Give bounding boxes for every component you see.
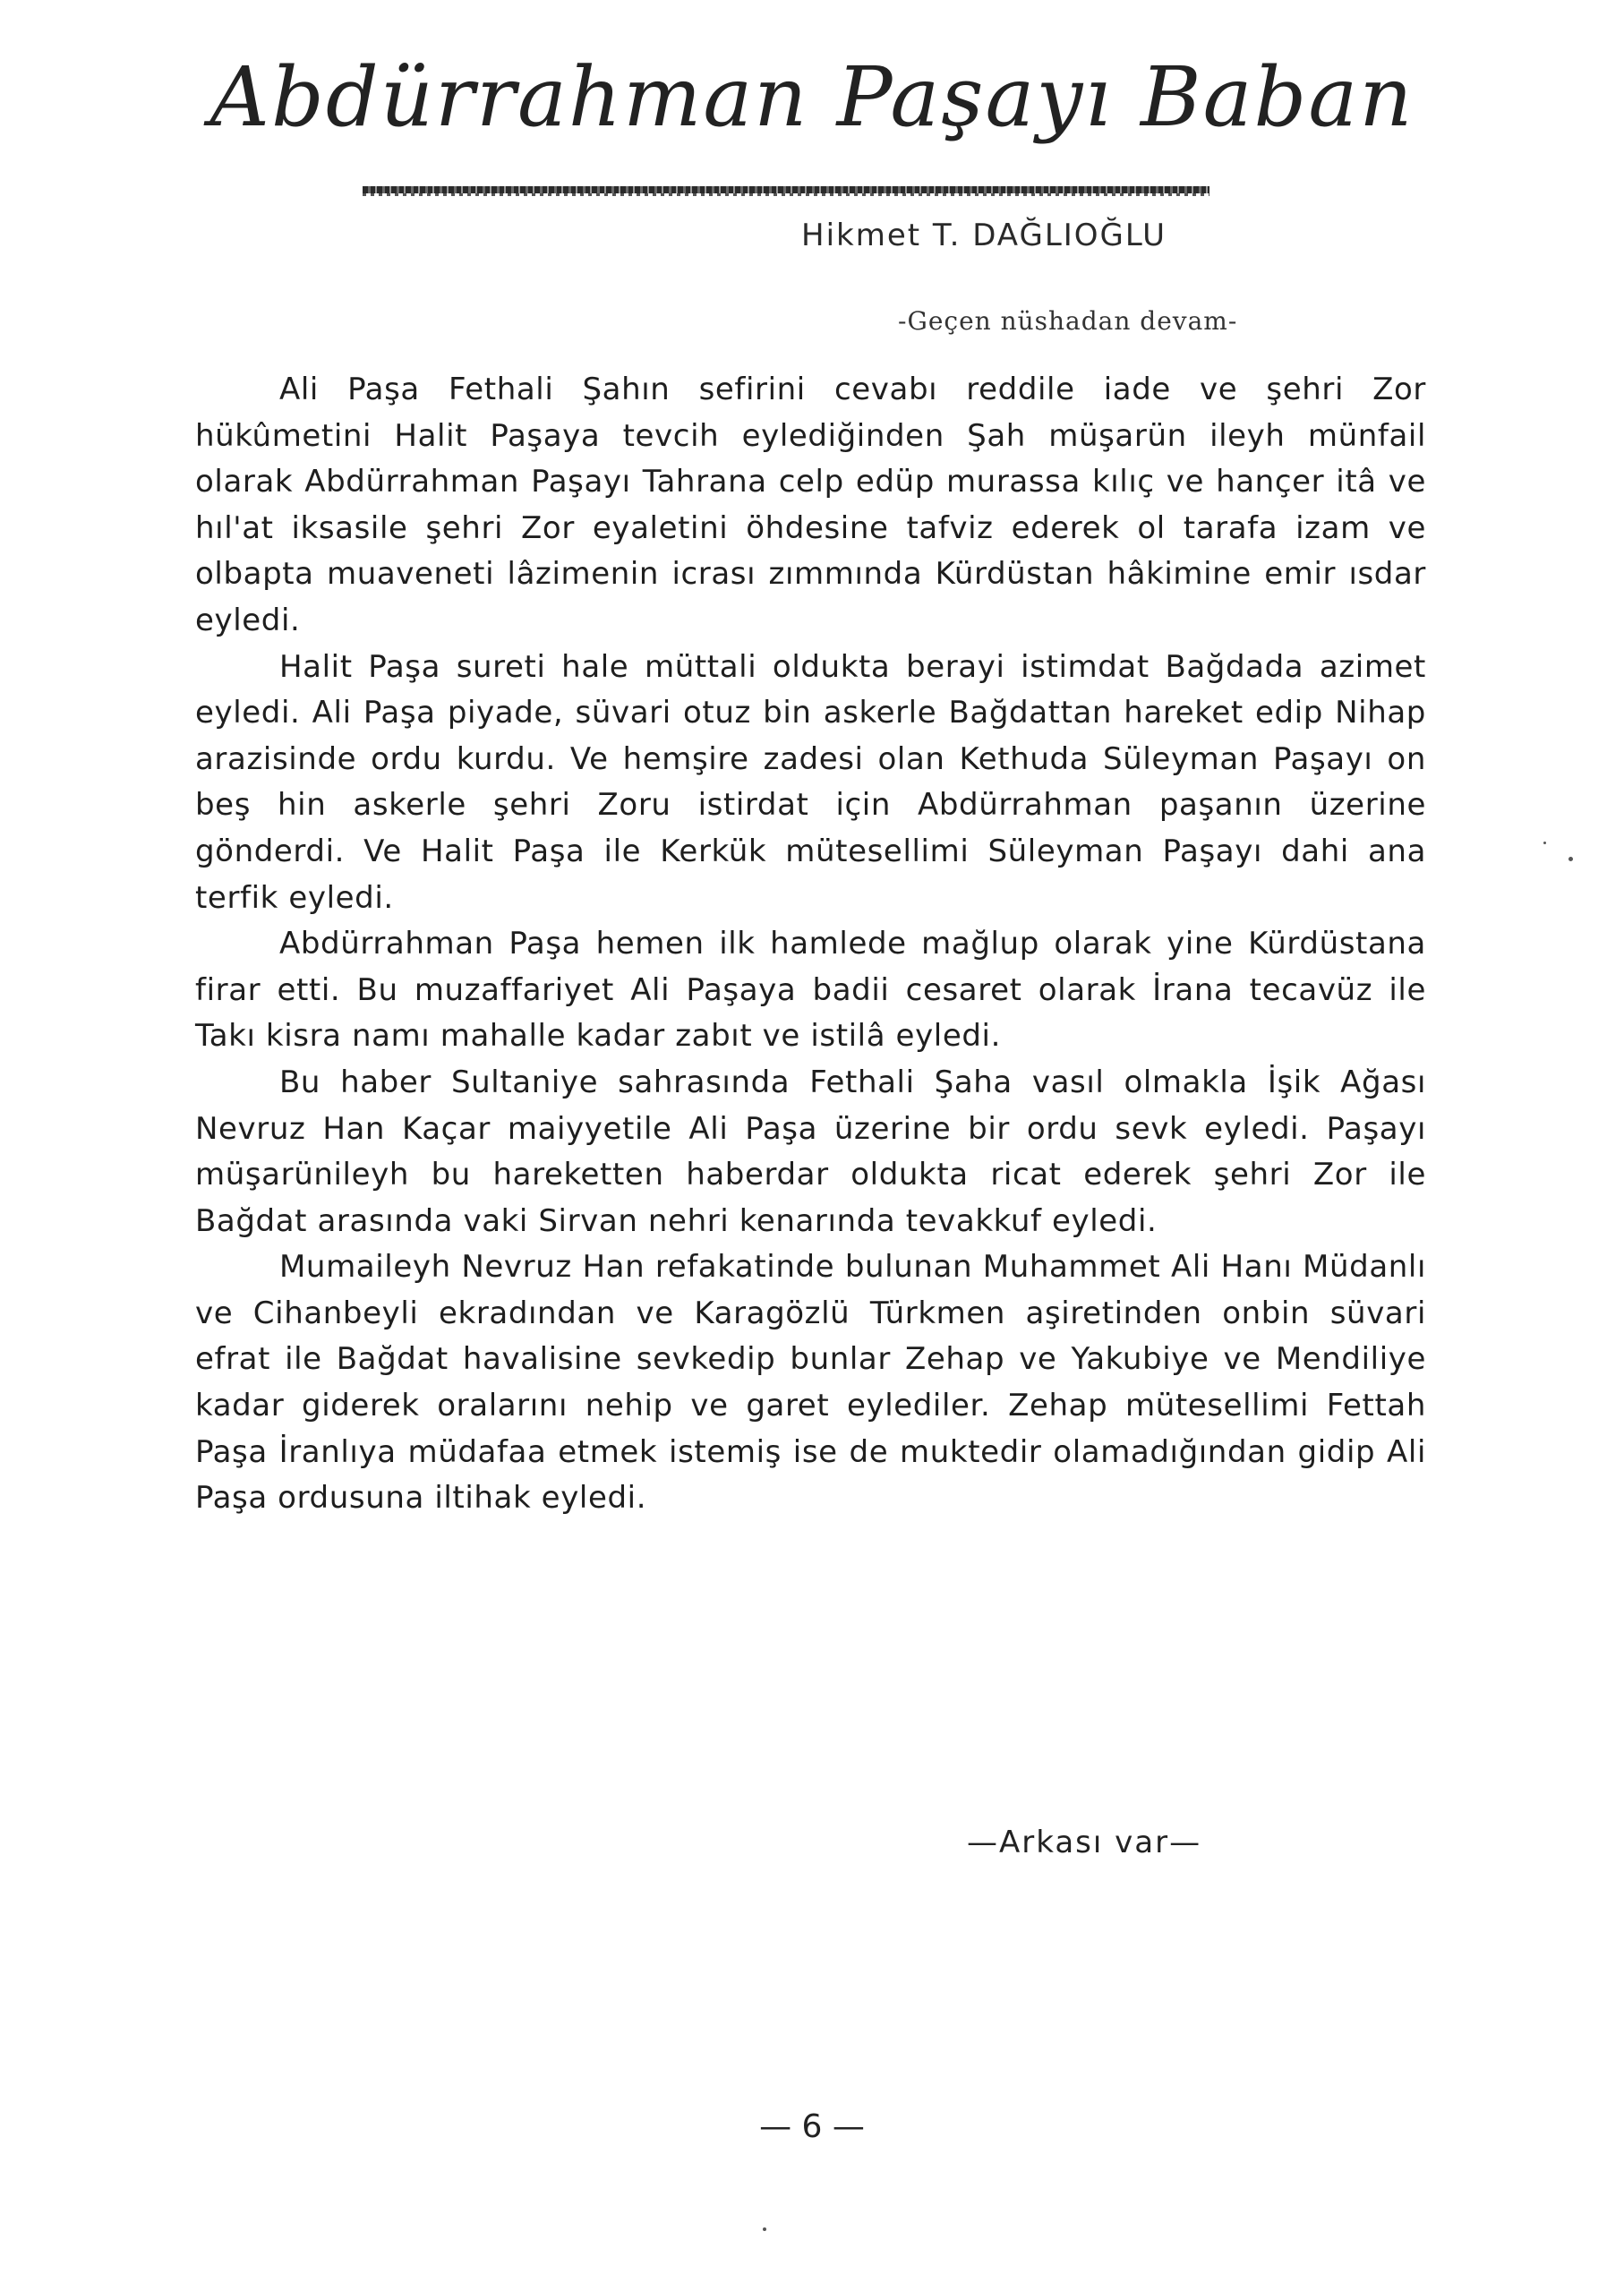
- paragraph: Ali Paşa Fethali Şahın sefirini cevabı reddile iade ve şehri Zor hükûmetini Halit Paşaya tevcih eylediğinden Şah müşarün ileyh münfail olarak Abdürrahman Paşayı Tahrana celp edüp murassa kılıç ve hançer itâ ve hıl'at iksasile şehri Zor eyaletini öhdesine tafviz ederek ol tarafa izam ve olbapta muaveneti lâzimenin icrası zımmında Kürdüstan hâkimine emir ısdar eyledi.: [195, 372, 1426, 638]
- article-title: Abdürrahman Paşayı Baban: [209, 49, 1415, 145]
- ink-speck: [1543, 842, 1546, 844]
- paragraph: Halit Paşa sureti hale müttali oldukta berayi istimdat Bağdada azimet eyledi. Ali Paşa piyade, süvari otuz bin askerle Bağdattan hareket edip Nihap arazisinde ordu kurdu. Ve hemşire zadesi olan Kethuda Süleyman Paşayı on beş hin askerle şehri Zoru istirdat için Abdürrahman paşanın üzerine gönderdi. Ve Halit Paşa ile Kerkük mütesellimi Süleyman Paşayı dahi ana terfik eyledi.: [195, 648, 1426, 916]
- article-body: [195, 367, 1426, 1522]
- paragraph: Mumaileyh Nevruz Han refakatinde bulunan Muhammet Ali Hanı Müdanlı ve Cihanbeyli ekradından ve Karagözlü Türkmen aşiretinden onbin süvari efrat ile Bağdat havalisine sevkedip bunlar Zehap ve Yakubiye ve Mendiliye kadar giderek oralarını nehip ve garet eylediler. Zehap mütesellimi Fettah Paşa İranlıya müdafaa etmek istemiş ise de muktedir olamadığından gidip Ali Paşa ordusuna iltihak eyledi.: [195, 1249, 1426, 1517]
- to-be-continued-note: —Arkası var—: [967, 1825, 1202, 1860]
- paragraph: Abdürrahman Paşa hemen ilk hamlede mağlup olarak yine Kürdüstana firar etti. Bu muzaffariyet Ali Paşaya badii cesaret olarak İrana tecavüz ile Takı kisra namı mahalle kadar zabıt ve istilâ eyledi.: [195, 926, 1426, 1055]
- article-author: Hikmet T. DAĞLIOĞLU: [801, 218, 1167, 253]
- paragraph: Bu haber Sultaniye sahrasında Fethali Şaha vasıl olmakla İşik Ağası Nevruz Han Kaçar maiyyetile Ali Paşa üzerine bir ordu sevk eyledi. Paşayı müşarünileyh bu hareketten haberdar oldukta ricat ederek şehri Zor ile Bağdat arasında vaki Sirvan nehri kenarında tevakkuf eyledi.: [195, 1064, 1426, 1239]
- ink-speck: [1568, 857, 1573, 861]
- ink-speck: [763, 2227, 766, 2231]
- page-number: — 6 —: [759, 2108, 865, 2145]
- title-divider: [363, 186, 1209, 193]
- continued-note: -Geçen nüshadan devam-: [898, 306, 1238, 336]
